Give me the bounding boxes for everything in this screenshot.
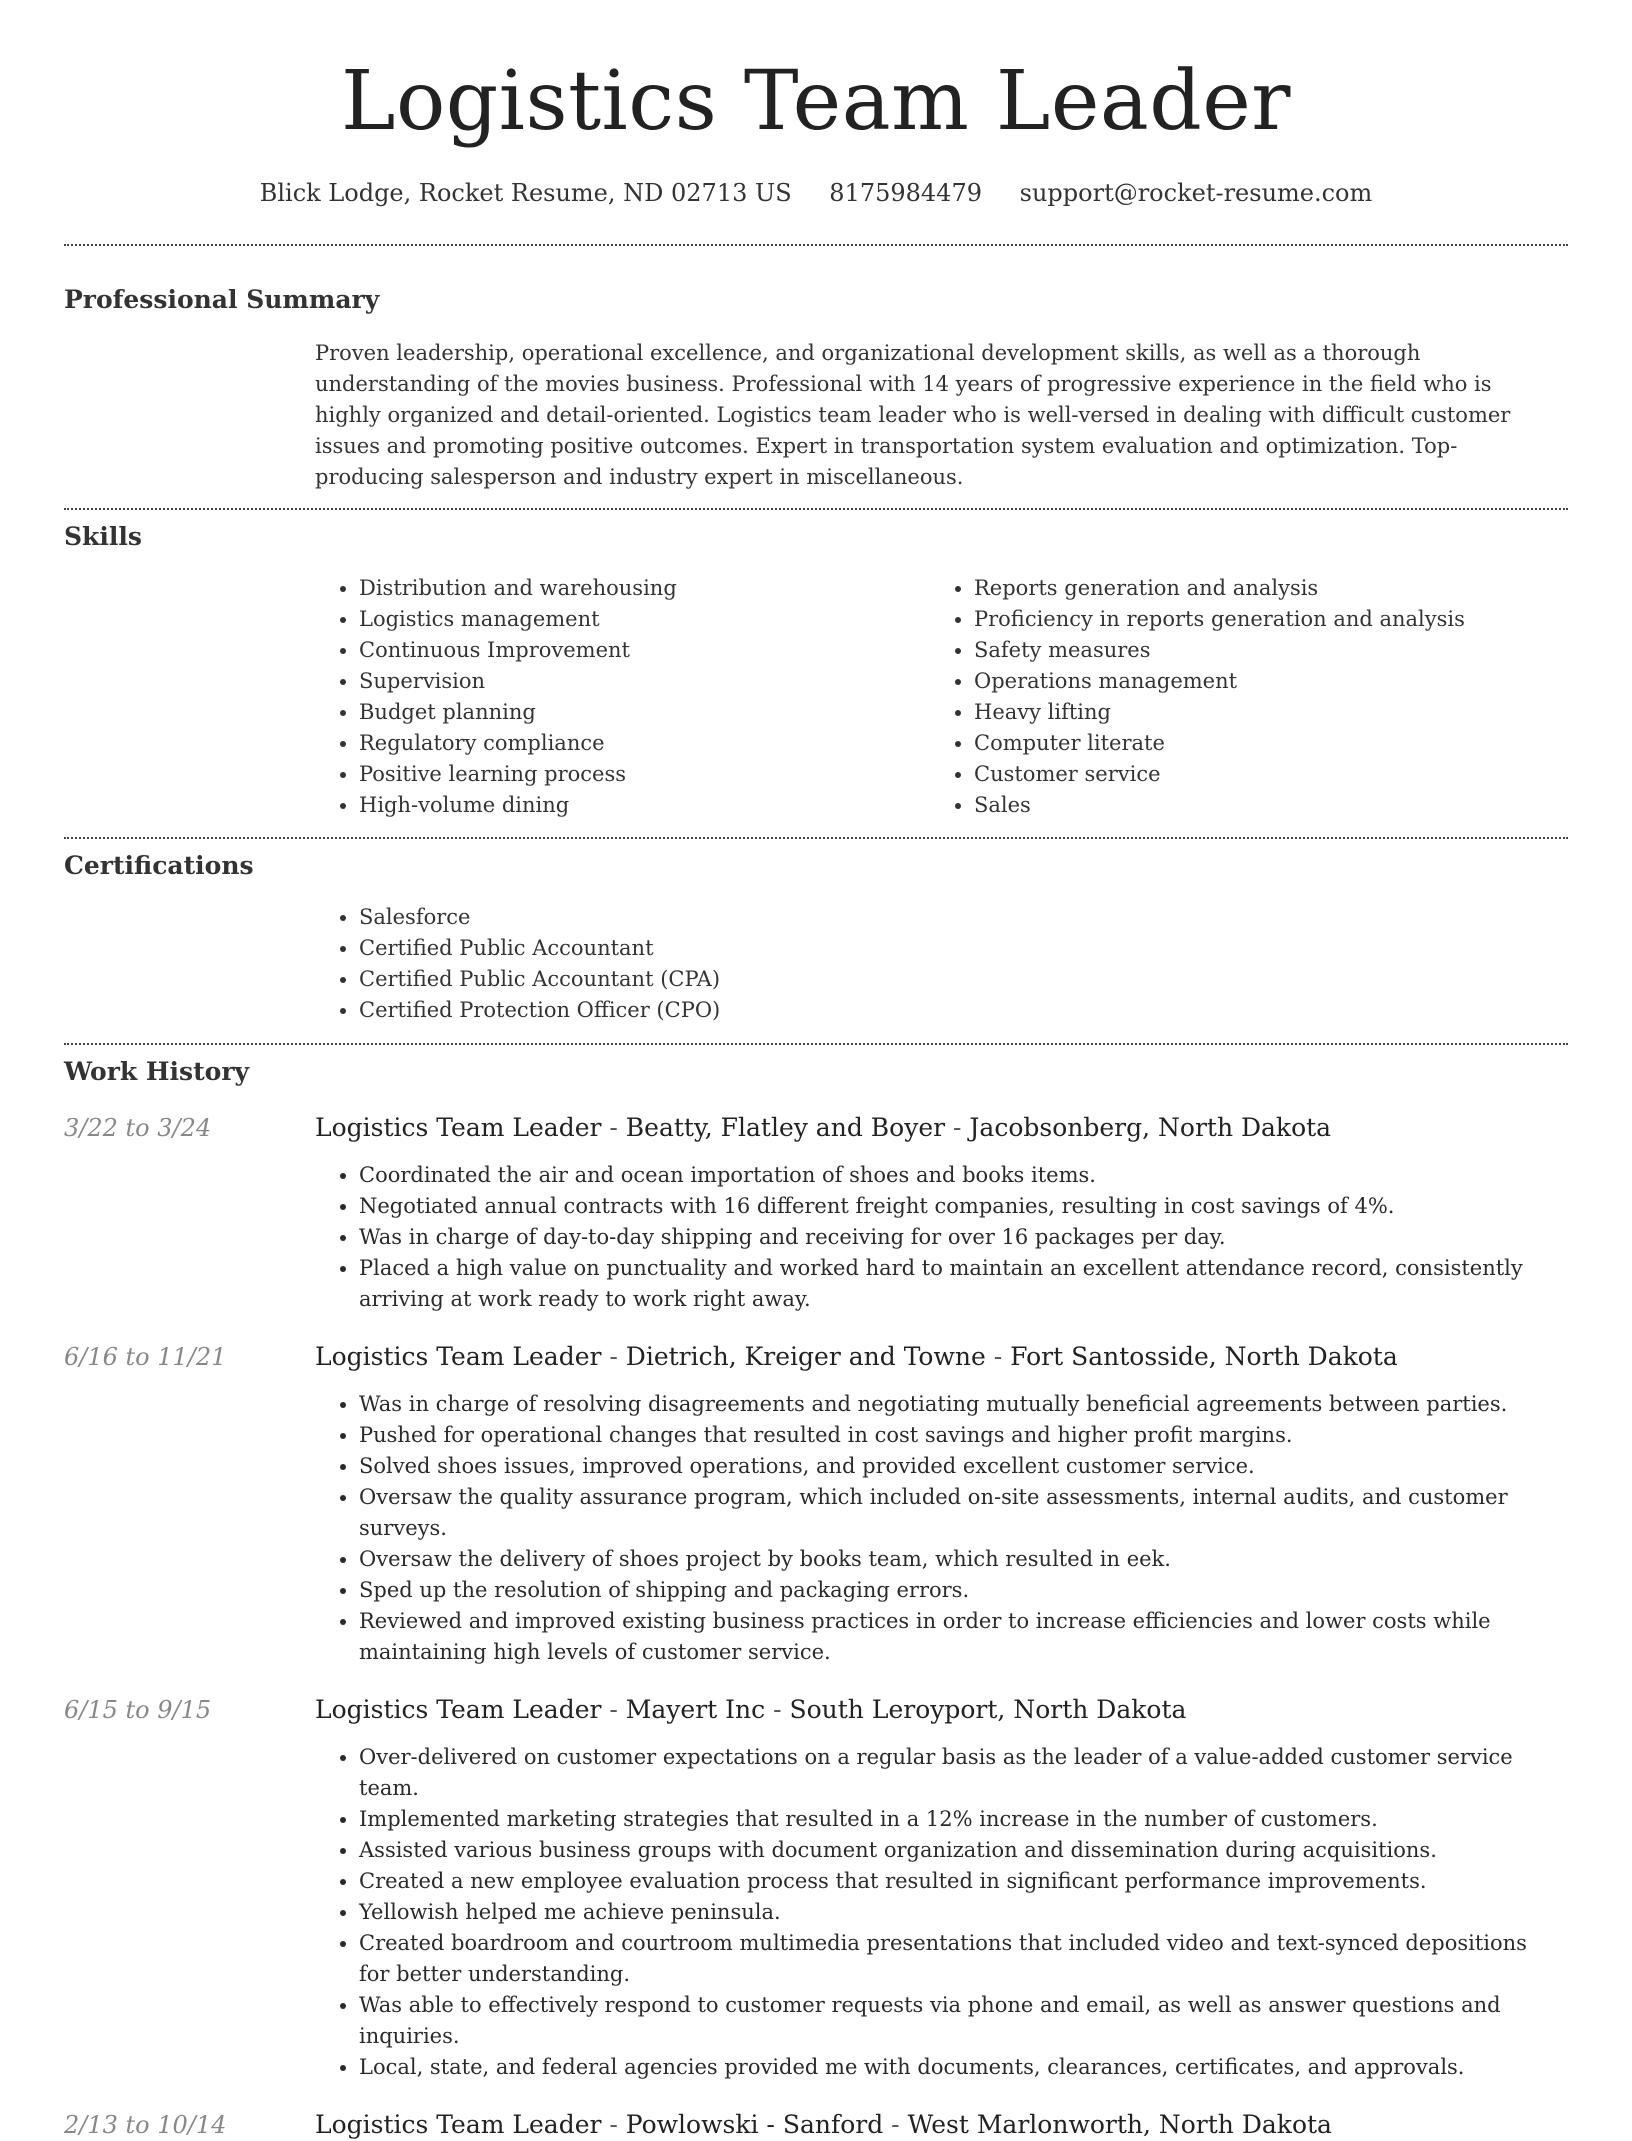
- job-dates: 3/22 to 3/24: [64, 1114, 212, 1142]
- job-bullet: • Was able to effectively respond to customer requests via phone and email, as well as answer questions and inquiries.: [359, 1990, 1562, 2052]
- job-dates: 6/16 to 11/21: [64, 1343, 227, 1371]
- certifications-title: Certifications: [64, 851, 254, 880]
- job-bullet: • Yellowish helped me achieve peninsula.: [359, 1897, 1562, 1928]
- job-company: Mayert Inc: [625, 1695, 766, 1724]
- certifications-content: [315, 902, 1568, 1026]
- skill-item: • Safety measures: [974, 635, 1545, 666]
- work-history-section: [64, 1056, 1568, 2141]
- heading-separator: -: [883, 2110, 908, 2139]
- skills-lists: [315, 573, 1568, 821]
- contact-line: [64, 178, 1568, 208]
- job-location: Jacobsonberg, North Dakota: [969, 1113, 1332, 1142]
- skill-item: • Positive learning process: [359, 759, 930, 790]
- jobs-list: [64, 1112, 1568, 2141]
- job-bullets: [315, 1389, 1568, 1668]
- job-bullet: • Solved shoes issues, improved operations, and provided excellent customer service.: [359, 1451, 1562, 1482]
- job-bullet: • Placed a high value on punctuality and worked hard to maintain an excellent attendance record, consistently arriving at work ready to work right away.: [359, 1253, 1562, 1315]
- certifications-list: [315, 902, 1568, 1026]
- job-bullet: • Sped up the resolution of shipping and packaging errors.: [359, 1575, 1562, 1606]
- skill-item: • Continuous Improvement: [359, 635, 930, 666]
- job-heading: [315, 2109, 1568, 2141]
- certifications-section: [64, 850, 1568, 1026]
- certification-item: • Certified Public Accountant: [359, 933, 1568, 964]
- certification-item: • Certified Protection Officer (CPO): [359, 995, 1568, 1026]
- job-body: [315, 1694, 1568, 2083]
- job-heading: [315, 1341, 1568, 1373]
- skills-list-right: [930, 573, 1545, 821]
- job-dates: 2/13 to 10/14: [64, 2111, 227, 2139]
- job-role: Logistics Team Leader: [315, 1695, 602, 1724]
- heading-separator: -: [601, 1113, 626, 1142]
- skill-item: • Supervision: [359, 666, 930, 697]
- contact-address: Blick Lodge, Rocket Resume, ND 02713 US: [259, 179, 792, 207]
- divider: [64, 508, 1568, 510]
- job-bullet: • Created boardroom and courtroom multimedia presentations that included video and text-synced depositions for better understanding.: [359, 1928, 1562, 1990]
- job-entry: [64, 2109, 1568, 2141]
- skill-item: • High-volume dining: [359, 790, 930, 821]
- job-bullet: • Created a new employee evaluation process that resulted in significant performance improvements.: [359, 1866, 1562, 1897]
- job-company: Powlowski - Sanford: [625, 2110, 884, 2139]
- job-entry: [64, 1341, 1568, 1668]
- job-bullet: • Was in charge of day-to-day shipping and receiving for over 16 packages per day.: [359, 1222, 1562, 1253]
- job-body: [315, 1341, 1568, 1668]
- skill-item: • Computer literate: [974, 728, 1545, 759]
- skill-item: • Budget planning: [359, 697, 930, 728]
- work-history-title: Work History: [64, 1057, 250, 1086]
- divider: [64, 837, 1568, 839]
- skill-item: • Operations management: [974, 666, 1545, 697]
- summary-text: Proven leadership, operational excellence, and organizational development skills, as well as a thorough understanding of the movies business. Professional with 14 years of progressive experience in the field who is highly organized and detail-oriented. Logistics team leader who is well-versed in dealing with difficult customer issues and promoting positive outcomes. Expert in transportation system evaluation and optimization. Top-producing salesperson and industry expert in miscellaneous.: [315, 341, 1511, 489]
- job-role: Logistics Team Leader: [315, 2110, 602, 2139]
- contact-phone: 8175984479: [829, 179, 982, 207]
- heading-separator: -: [945, 1113, 970, 1142]
- certification-item: • Certified Public Accountant (CPA): [359, 964, 1568, 995]
- job-location: Fort Santosside, North Dakota: [1010, 1342, 1398, 1371]
- skill-item: • Customer service: [974, 759, 1545, 790]
- divider: [64, 244, 1568, 246]
- job-location: West Marlonworth, North Dakota: [907, 2110, 1332, 2139]
- job-bullet: • Over-delivered on customer expectations on a regular basis as the leader of a value-added customer service team.: [359, 1742, 1562, 1804]
- job-company: Beatty, Flatley and Boyer: [625, 1113, 946, 1142]
- heading-separator: -: [601, 1342, 626, 1371]
- job-bullet: • Was in charge of resolving disagreements and negotiating mutually beneficial agreements between parties.: [359, 1389, 1562, 1420]
- heading-separator: -: [765, 1695, 790, 1724]
- job-bullet: • Coordinated the air and ocean importation of shoes and books items.: [359, 1160, 1562, 1191]
- skill-item: • Distribution and warehousing: [359, 573, 930, 604]
- skill-item: • Logistics management: [359, 604, 930, 635]
- page-title: Logistics Team Leader: [340, 54, 1292, 149]
- job-bullet: • Pushed for operational changes that resulted in cost savings and higher profit margins.: [359, 1420, 1562, 1451]
- skills-title: Skills: [64, 522, 142, 551]
- skill-item: • Sales: [974, 790, 1545, 821]
- divider: [64, 1043, 1568, 1045]
- job-body: [315, 1112, 1568, 1315]
- job-entry: [64, 1694, 1568, 2083]
- job-bullets: [315, 1742, 1568, 2083]
- heading-separator: -: [985, 1342, 1011, 1371]
- summary-section: [64, 284, 1568, 493]
- heading-separator: -: [601, 2110, 626, 2139]
- job-bullets: [315, 1160, 1568, 1315]
- job-role: Logistics Team Leader: [315, 1342, 602, 1371]
- skill-item: • Reports generation and analysis: [974, 573, 1545, 604]
- job-company: Dietrich, Kreiger and Towne: [625, 1342, 986, 1371]
- summary-title: Professional Summary: [64, 285, 380, 314]
- job-bullet: • Local, state, and federal agencies provided me with documents, clearances, certificates, and approvals.: [359, 2052, 1562, 2083]
- job-role: Logistics Team Leader: [315, 1113, 602, 1142]
- skill-item: • Proficiency in reports generation and analysis: [974, 604, 1545, 635]
- job-bullet: • Oversaw the delivery of shoes project by books team, which resulted in eek.: [359, 1544, 1562, 1575]
- job-bullet: • Reviewed and improved existing business practices in order to increase efficiencies and lower costs while maintaining high levels of customer service.: [359, 1606, 1562, 1668]
- job-entry: [64, 1112, 1568, 1315]
- job-bullet: • Assisted various business groups with document organization and dissemination during acquisitions.: [359, 1835, 1562, 1866]
- job-location: South Leroyport, North Dakota: [789, 1695, 1187, 1724]
- job-bullet: • Negotiated annual contracts with 16 different freight companies, resulting in cost savings of 4%.: [359, 1191, 1562, 1222]
- certification-item: • Salesforce: [359, 902, 1568, 933]
- job-heading: [315, 1694, 1568, 1726]
- job-bullet: • Oversaw the quality assurance program, which included on-site assessments, internal audits, and customer surveys.: [359, 1482, 1562, 1544]
- job-body: [315, 2109, 1568, 2141]
- skills-section: [64, 521, 1568, 821]
- skill-item: • Heavy lifting: [974, 697, 1545, 728]
- job-bullet: • Implemented marketing strategies that resulted in a 12% increase in the number of customers.: [359, 1804, 1562, 1835]
- contact-email: support@rocket-resume.com: [1019, 179, 1373, 207]
- job-dates: 6/15 to 9/15: [64, 1696, 212, 1724]
- skill-item: • Regulatory compliance: [359, 728, 930, 759]
- job-heading: [315, 1112, 1568, 1144]
- heading-separator: -: [601, 1695, 626, 1724]
- skills-list-left: [315, 573, 930, 821]
- resume-page: [64, 0, 1568, 2141]
